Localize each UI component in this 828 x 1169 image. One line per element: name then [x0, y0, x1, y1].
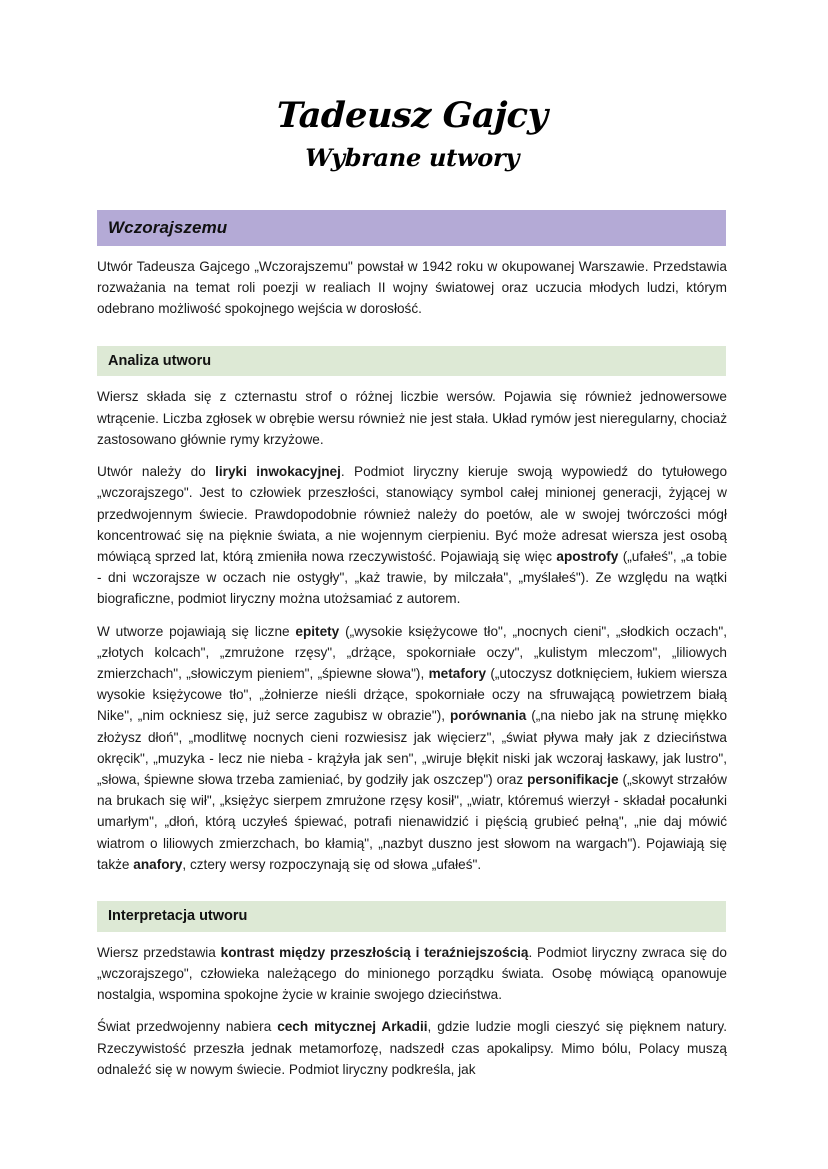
bold-term-kontrast: kontrast między przeszłością i teraźniejszością	[220, 944, 529, 960]
text-run: , gdzie ludzie mogli cieszyć się pięknem natury. Rzeczywistość przeszła jednak metamorfozę, nadszedł czas apokalipsy. Mimo bólu, Polacy muszą odnaleźć się w nowym świecie. Podmiot liryczny podkreśla, jak	[97, 1019, 727, 1077]
analiza-paragraph-3	[97, 621, 727, 875]
bold-term-anafory: anafory	[133, 856, 183, 872]
page-title: Tadeusz Gajcy	[275, 95, 549, 136]
bold-term-porownania: porównania	[450, 708, 527, 724]
text-run: („utoczysz dotknięciem, łukiem wiersza wysokie księżycowe tło", „żołnierze nieśli drżące, spokorniałe oczy na sfruwającą powietrzem białą Nike", „nim ockniesz się, już serce zagubisz w obrazie"),	[97, 665, 728, 724]
text-run: , cztery wersy rozpoczynają się od słowa „ufałeś".	[182, 856, 482, 872]
section-header-label: Wczorajszemu	[108, 217, 228, 237]
section-header-label: Interpretacja utworu	[108, 907, 248, 924]
text-run: . Podmiot liryczny kieruje swoją wypowiedź do tytułowego „wczorajszego". Jest to człowiek przeszłości, stanowiący symbol całej minionej generacji, żyjącej w przedwojennym świecie. Prawdopodobnie również należy do poetów, ale w swojej twórczości mógł koncentrować się na pięknie świata, a nie wojennym cierpieniu. Być może adresat wiersza jest osobą mówiącą sprzed lat, którą zmieniła nowa rzeczywistość. Pojawiają się więc	[97, 464, 728, 564]
section-header-wczorajszemu	[97, 210, 726, 246]
bold-term-personifikacje: personifikacje	[527, 771, 619, 787]
page-subtitle: Wybrane utwory	[304, 143, 520, 173]
text-run: W utworze pojawiają się liczne	[97, 623, 296, 639]
document-content	[97, 0, 727, 1080]
poem-intro-paragraph: Utwór Tadeusza Gajcego „Wczorajszemu" powstał w 1942 roku w okupowanej Warszawie. Przedstawia rozważania na temat roli poezji w realiach II wojny światowej oraz uczucia młodych ludzi, którym odebrano możliwość spokojnego wejścia w dorosłość.	[97, 259, 727, 317]
bold-term-metafory: metafory	[428, 665, 487, 681]
bold-term-apostrofy: apostrofy	[556, 548, 619, 564]
interpretacja-paragraph-1	[97, 942, 727, 1006]
section-header-label: Analiza utworu	[108, 352, 212, 369]
title-block	[97, 0, 727, 172]
text-run: Świat przedwojenny nabiera	[97, 1019, 278, 1035]
section-header-interpretacja	[97, 901, 726, 932]
text-run: Utwór należy do	[97, 464, 216, 480]
analiza-paragraph-1: Wiersz składa się z czternastu strof o różnej liczbie wersów. Pojawia się również jednowersowe wtrącenie. Liczba zgłosek w obrębie wersu również nie jest stała. Układ rymów jest nieregularny, chociaż zastosowano głównie rymy krzyżowe.	[97, 389, 727, 447]
text-run: („wysokie księżycowe tło", „nocnych cieni", „słodkich oczach", „złotych kolcach", „zmrużone rzęsy", „drżące, spokorniałe oczy", „kulistym mleczom", „liliowych zmierzchach", „słowiczym pieniem", „śpiewne słowa"),	[97, 623, 727, 681]
text-run: („skowyt strzałów na brukach się wił", „księżyc sierpem zmrużone rzęsy kosił", „wiatr, któremuś wierzył - składał pocałunki umarłym", „dłoń, którą uczyłeś śpiewać, potrafi nienawidzić i pięścią grubieć pełną", „nie daj mówić wiatrom o liliowych zmierzchach, bo kłamią", „nazbyt duszno jest słowom na wargach"). Pojawiają się także	[97, 771, 727, 872]
text-run: („na niebo jak na strunę miękko złożysz dłoń", „modlitwę nocnych cieni rozwiesisz jak więcierz", „świat pływa mały jak z dzieciństwa okręcik", „muzyka - lecz nie nieba - krążyła jak sen", „wiruje błękit niski jak wczoraj łaskawy, jak lustro", „słowa, śpiewne słowa trzeba zamieniać, by godziły jak oszczep") oraz	[97, 708, 728, 787]
section-header-analiza	[97, 346, 726, 377]
text-run: Wiersz przedstawia	[97, 944, 221, 960]
interpretacja-paragraph-2	[97, 1016, 727, 1080]
bold-term-epitety: epitety	[295, 623, 340, 639]
text-run: . Podmiot liryczny zwraca się do „wczorajszego", człowieka należącego do minionego porządku świata. Osobę mówiącą opanowuje nostalgia, wspomina spokojne życie w krainie swojego dzieciństwa.	[97, 944, 727, 1003]
bold-term-arkadia: cech mitycznej Arkadii	[277, 1019, 428, 1035]
analiza-paragraph-2	[97, 461, 727, 609]
text-run: („ufałeś", „a tobie - dni wczorajsze w oczach nie ostygły", „każ trawie, by milczała", „myślałeś"). Ze względu na wątki biograficzne, podmiot liryczny można utożsamiać z autorem.	[97, 548, 728, 607]
bold-term-liryki-inwokacyjnej: liryki inwokacyjnej	[215, 464, 341, 480]
